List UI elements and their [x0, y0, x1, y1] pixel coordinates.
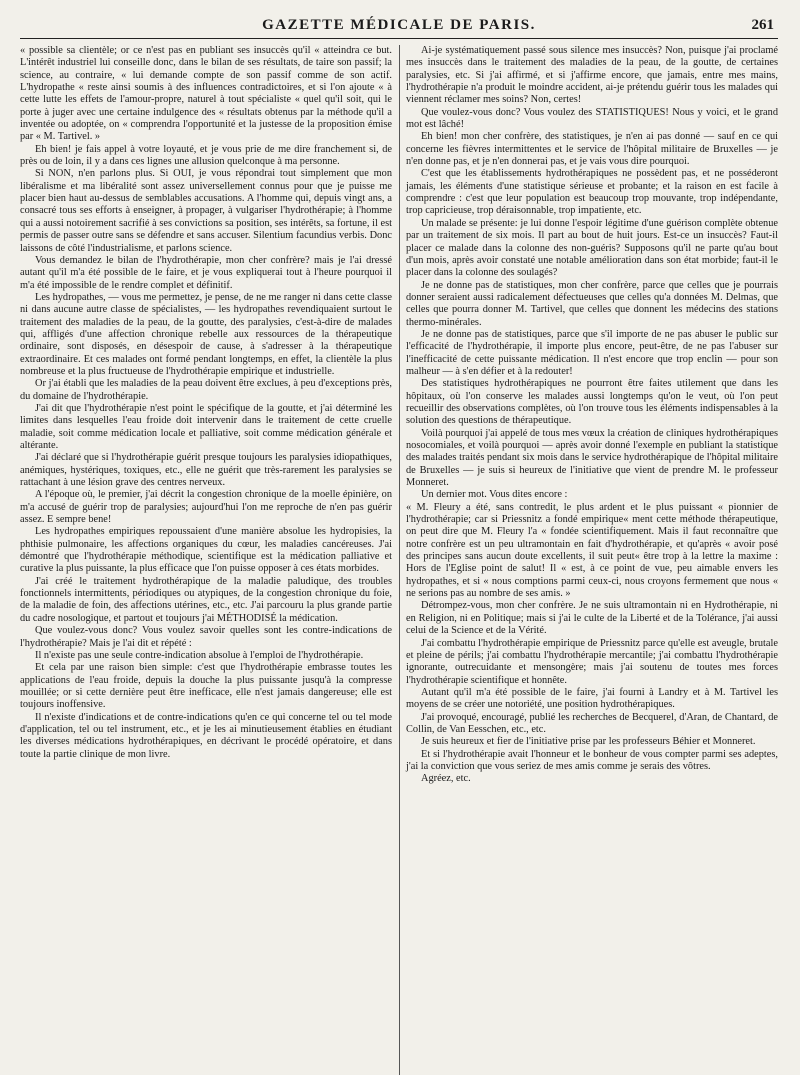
paragraph: Que voulez-vous donc? Vous voulez des STATISTIQUES! Nous y voici, et le grand mot est lâché! — [406, 106, 778, 131]
journal-title: GAZETTE MÉDICALE DE PARIS. — [262, 16, 536, 33]
paragraph: C'est que les établissements hydrothérapiques ne possèdent pas, et ne posséderont jamais, les éléments d'une statistique sérieuse et probante; et la raison en est facile à comprendre : c'est que leur population est beaucoup trop mouvante, trop indépendante, trop capricieuse, trop déraisonnable, trop impatiente, etc. — [406, 168, 778, 217]
paragraph: J'ai dit que l'hydrothérapie n'est point le spécifique de la goutte, et j'ai déterminé les limites dans lesquelles l'eau froide doit intervenir dans le traitement de cette cruelle maladie, soit comme médication locale et palliative, soit comme médication générale et altérante. — [20, 402, 392, 451]
paragraph: Or j'ai établi que les maladies de la peau doivent être exclues, à peu d'exceptions près, du domaine de l'hydrothérapie. — [20, 378, 392, 402]
page-number: 261 — [751, 17, 774, 33]
paragraph: J'ai provoqué, encouragé, publié les recherches de Becquerel, d'Aran, de Chantard, de Collin, de Van Eesschen, etc., etc. — [406, 711, 778, 735]
paragraph: Que voulez-vous donc? Vous voulez savoir quelles sont les contre-indications de l'hydrothérapie? Mais je l'ai dit et répété : — [20, 625, 392, 649]
paragraph: J'ai créé le traitement hydrothérapique de la maladie paludique, des troubles fonctionnels intermittents, périodiques ou atypiques, de la congestion chronique du foie, de la maladie de foin, des affections utérines, etc., etc. J'ai parcouru la plus grande partie du cadre nosologique, et partout et toujours j'ai MÉTHODISÉ la médication. — [20, 575, 392, 624]
paragraph: Je ne donne pas de statistiques, mon cher confrère, parce que celles que je pourrais donner seraient aussi radicalement défectueuses que celles qu'a données M. Delmas, que celles que pourra donner M. Tartivel, que celles que donnent les médecins des stations thermo-minérales. — [406, 279, 778, 328]
text-columns — [20, 45, 778, 786]
paragraph: Voilà pourquoi j'ai appelé de tous mes vœux la création de cliniques hydrothérapiques nosocomiales, et voilà pourquoi — après avoir donné l'exemple en publiant la statistique des malades traités pendant six mois dans le service hydrothérapique de l'hôpital militaire de Bruxelles — je suis si heureux de l'initiative que vient de prendre M. le professeur Monneret. — [406, 427, 778, 489]
closing-line: Agréez, etc. — [421, 773, 471, 785]
quoted-paragraph: « M. Fleury a été, sans contredit, le plus ardent et le plus puissant « pionnier de l'hydrothérapie; car si Priessnitz a fondé empirique« ment cette méthode thérapeutique, on peut dire que M. Fleury l'a « fondée scientifiquement. Mais il faut reconnaître que notre confrère est un peu ultramontain en fait d'hydrothérapie, et qu'après « avoir posé des principes sans aucun doute excellents, il suit peut« être trop à la lettre la maxime : Hors de l'Eglise point de salut! Il « est, à ce point de vue, peu aimable envers les hydropathes, et si « nous comptions parmi ceux-ci, nous croyons fermement que nous « ne serions pas au nombre de ses amis. » — [406, 501, 778, 600]
paragraph: Les hydropathes empiriques repoussaient d'une manière absolue les hydropisies, la phthisie pulmonaire, les affections organiques du cœur, les maladies cancéreuses. J'ai démontré que l'hydrothérapie méthodique, scientifique est la médication palliative et curative la plus puissante, la plus efficace que l'on puisse opposer à ces états morbides. — [20, 526, 392, 575]
paragraph: J'ai déclaré que si l'hydrothérapie guérit presque toujours les paralysies idiopathiques, anémiques, hystériques, toxiques, etc., elle ne guérit que très-rarement les paralysies se rattachant à une lésion grave des centres nerveux. — [20, 452, 392, 489]
paragraph: Eh bien! mon cher confrère, des statistiques, je n'en ai pas donné — sauf en ce qui concerne les fièvres intermittentes et le service de l'hôpital militaire de Bruxelles — je n'en donne pas, et je n'en donnerai pas, et je vais vous dire pourquoi. — [406, 131, 778, 168]
paragraph: Détrompez-vous, mon cher confrère. Je ne suis ultramontain ni en Hydrothérapie, ni en Religion, ni en Politique; mais si j'ai le culte de la Liberté et de la Tolérance, j'ai aussi celui de la Science et de la Vérité. — [406, 600, 778, 637]
paragraph: Un dernier mot. Vous dites encore : — [421, 489, 568, 501]
paragraph: Et cela par une raison bien simple: c'est que l'hydrothérapie embrasse toutes les applications de l'eau froide, depuis la douche la plus puissante jusqu'à la compresse mouillée; or si cette dernière peut être inefficace, elle n'est jamais dangereuse; elle est toujours inoffensive. — [20, 662, 392, 711]
left-column — [20, 45, 392, 786]
paragraph: Il n'existe d'indications et de contre-indications qu'en ce qui concerne tel ou tel mode d'application, tel ou tel instrument, etc., et je les ai minutieusement établies en étudiant les diverses médications hydrothérapiques, en décrivant le procédé opératoire, et dans toute la partie clinique de mon livre. — [20, 711, 392, 760]
paragraph: Il n'existe pas une seule contre-indication absolue à l'emploi de l'hydrothérapie. — [35, 649, 364, 661]
paragraph: Ai-je systématiquement passé sous silence mes insuccès? Non, puisque j'ai proclamé mes insuccès dans le traitement des maladies de la peau, de la goutte, de certaines paralysies, etc. Si j'ai affirmé, et si j'affirme encore, que jamais, entre mes mains, l'hydrothérapie n'a produit le moindre accident, ai-je prétendu guérir tous les malades qui viennent réclamer mes soins? Non, certes! — [406, 45, 778, 106]
paragraph: Un malade se présente: je lui donne l'espoir légitime d'une guérison complète obtenue par un traitement de six mois. Il part au bout de huit jours. Est-ce un insuccès? Faut-il placer ce malade dans la colonne des non-guéris? Supposons qu'il ne parte qu'au bout d'un mois, après avoir constaté une notable amélioration dans son état morbide; faut-il le placer dans la colonne des soulagés? — [406, 217, 778, 279]
paragraph: « possible sa clientèle; or ce n'est pas en publiant ses insuccès qu'il « atteindra ce but. L'intérêt industriel lui conseille donc, dans le bilan de ses résultats, de taire son passif; la science, au contraire, « lui demande compte de son passif comme de son actif. L'hydropathe « reste ainsi soumis à des influences contradictoires, et si l'on ajoute « à cette lutte les effets de l'amour-propre, naturel à tout spécialiste « quel qu'il soit, qui le porte à juger avec une certaine indulgence des « résultats obtenus par la méthode qu'il a inventée ou adoptée, on « comprendra l'opportunité et la justesse de la proposition émise par « M. Tartivel. » — [20, 45, 392, 143]
paragraph: Les hydropathes, — vous me permettez, je pense, de ne me ranger ni dans cette classe ni dans aucune autre classe de spécialistes, — les hydropathes revendiquaient surtout le traitement des maladies de la peau, de la goutte, des paralysies, c'est-à-dire de malades qui, affligés d'une affection chronique rebelle aux ressources de la thérapeutique ordinaire, sont disposés, en désespoir de cause, à s'adresser à la thérapeutique extraordinaire. Et ces malades ont formé pendant longtemps, en effet, la clientèle la plus nombreuse et la plus fructueuse de l'hydrothérapie empirique et industrielle. — [20, 291, 392, 377]
paragraph: Vous demandez le bilan de l'hydrothérapie, mon cher confrère? mais je l'ai dressé autant qu'il m'a été possible de le faire, et je vous expliquerai tout à l'heure pourquoi il m'a été impossible de le rendre complet et définitif. — [20, 254, 392, 291]
paragraph: Des statistiques hydrothérapiques ne pourront être faites utilement que dans les hôpitaux, où l'on conserve les malades aussi longtemps qu'on le veut, où l'on peut recueillir des observations complètes, où l'on trouve tous les éléments indispensables à la solution des questions de thérapeutique. — [406, 378, 778, 427]
page-header — [20, 12, 778, 39]
paragraph: Et si l'hydrothérapie avait l'honneur et le bonheur de vous compter parmi ses adeptes, j'ai la conviction que vous seriez de mes amis comme je serais des vôtres. — [406, 748, 778, 772]
paragraph: Je ne donne pas de statistiques, parce que s'il importe de ne pas abuser le public sur l'efficacité de l'hydrothérapie, il importe plus encore, peut-être, de ne pas l'abuser sur l'inefficacité de cette puissante médication. Il n'est encore que trop enclin — pour son malheur — à s'en défier et à la redouter! — [406, 328, 778, 377]
paragraph: Autant qu'il m'a été possible de le faire, j'ai fourni à Landry et à M. Tartivel les moyens de se créer une notoriété, une position hydrothérapiques. — [406, 686, 778, 711]
right-column — [406, 45, 778, 786]
paragraph: A l'époque où, le premier, j'ai décrit la congestion chronique de la moelle épinière, on m'a accusé de guérir trop de paralysies; aujourd'hui l'on me reproche de n'en pas guérir assez. E sempre bene! — [20, 489, 392, 526]
paragraph: Si NON, n'en parlons plus. Si OUI, je vous répondrai tout simplement que mon libéralisme et ma libéralité sont assez universellement connus pour que je puisse me placer bien haut au-dessus de semblables accusations. A l'homme qui, depuis vingt ans, a consacré tous ses efforts à enseigner, à propager, à vulgariser l'hydrothérapie; à l'homme qui a aussi notoirement sacrifié à ses convictions sa position, ses intérêts, sa fortune, il est permis de passer outre sans se défendre et sans accuser. Silentium facundius verbis. Donc laissons de côté l'industrialisme, et parlons science. — [20, 168, 392, 254]
paragraph: Je suis heureux et fier de l'initiative prise par les professeurs Béhier et Monneret. — [421, 736, 756, 748]
paragraph: J'ai combattu l'hydrothérapie empirique de Priessnitz parce qu'elle est aveugle, brutale et pleine de périls; j'ai combattu l'hydrothérapie mercantile; j'ai combattu l'hydrothérapie ignorante, outrecuidante et mensongère; mais j'ai soutenu de toutes mes forces l'hydrothérapie scientifique et honnête. — [406, 637, 778, 686]
paragraph: Eh bien! je fais appel à votre loyauté, et je vous prie de me dire franchement si, de près ou de loin, il y a dans ces lignes une allusion quelconque à ma personne. — [20, 143, 392, 168]
